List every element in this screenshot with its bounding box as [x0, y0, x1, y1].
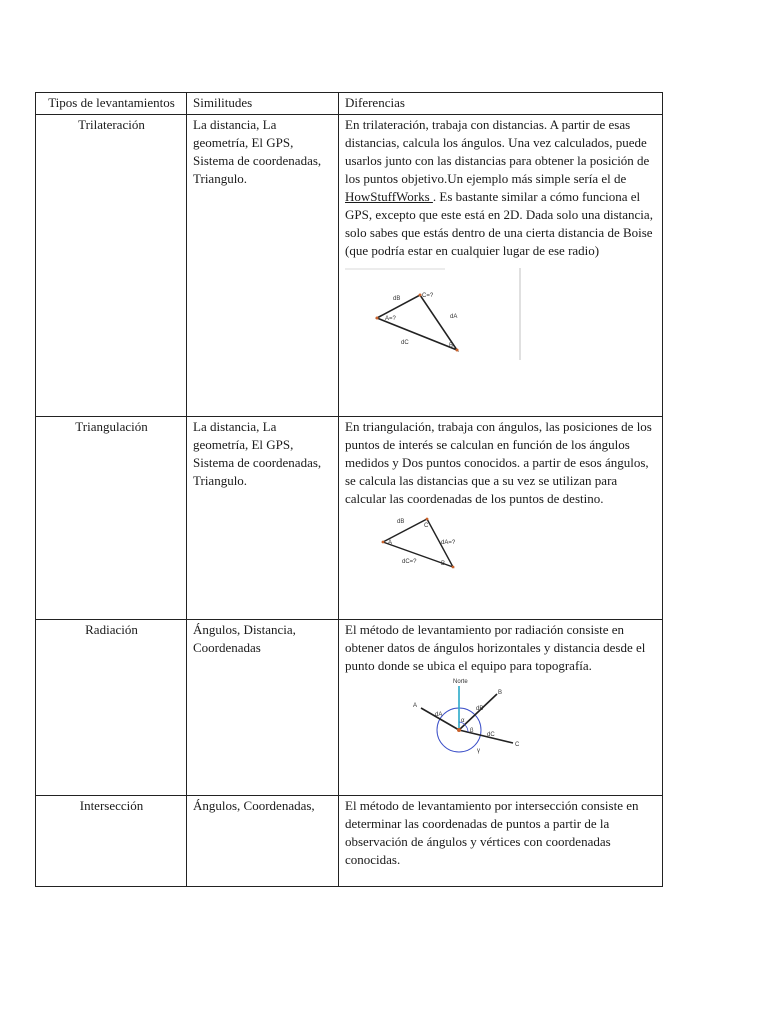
- table-row: [36, 796, 663, 887]
- table-row: [36, 417, 663, 620]
- fig-label-dC: dC: [401, 340, 409, 346]
- row-tipo: Intersección: [36, 796, 187, 887]
- diferencias-text-part: . Es bastante similar a cómo funciona el GPS, excepto que este está en 2D. Dada solo una distancia, solo sabes que estás dentro de una cierta distancia de Boise (que podría estar en cualquier lugar de ese radio): [345, 189, 653, 258]
- fig-label-dB: dB: [476, 706, 484, 712]
- fig-label-C: C: [515, 742, 520, 748]
- fig-label-dB: dB: [393, 296, 401, 302]
- header-similitudes: Similitudes: [187, 93, 339, 115]
- header-diferencias: Diferencias: [339, 93, 663, 115]
- fig-label-alpha: α: [461, 718, 465, 724]
- fig-label-B: B: [449, 343, 454, 349]
- row-diferencias: [339, 115, 663, 417]
- survey-types-table: [35, 92, 663, 887]
- fig-label-B: B: [498, 690, 503, 696]
- row-tipo: Radiación: [36, 620, 187, 796]
- row-similitudes: Ángulos, Coordenadas,: [187, 796, 339, 887]
- row-tipo: Trilateración: [36, 115, 187, 417]
- fig-label-A: A: [388, 540, 393, 546]
- fig-label-dA: dA: [435, 712, 443, 718]
- howstuffworks-link[interactable]: HowStuffWorks: [345, 189, 433, 204]
- header-tipos: Tipos de levantamientos: [36, 93, 187, 115]
- diferencias-text: El método de levantamiento por intersección consiste en determinar las coordenadas de puntos a partir de la observación de ángulos y vértices con coordenadas conocidas.: [345, 798, 639, 867]
- fig-label-A: A=?: [385, 316, 396, 322]
- fig-label-gamma: γ: [477, 748, 480, 754]
- fig-label-C: C=?: [422, 293, 434, 299]
- fig-label-dB: dB: [397, 519, 405, 525]
- table-row: [36, 115, 663, 417]
- row-similitudes: La distancia, La geometría, El GPS, Sistema de coordenadas, Triangulo.: [187, 115, 339, 417]
- radiation-figure: [407, 676, 537, 758]
- diferencias-text: En triangulación, trabaja con ángulos, las posiciones de los puntos de interés se calculan en función de los ángulos medidos y Dos puntos conocidos. a partir de esos ángulos, se calcula las distancias que a su vez se utilizan para calcular las coordenadas de los puntos de destino.: [345, 419, 652, 506]
- row-tipo: Triangulación: [36, 417, 187, 620]
- fig-label-B: B: [441, 561, 446, 567]
- fig-label-C: C: [424, 523, 429, 529]
- fig-label-dA: dA: [450, 314, 458, 320]
- diferencias-text: [345, 116, 657, 260]
- fig-label-norte: Norte: [453, 679, 468, 685]
- fig-label-A: A: [413, 703, 418, 709]
- triangulation-figure: [369, 510, 499, 572]
- row-diferencias: [339, 796, 663, 887]
- table-header-row: [36, 93, 663, 115]
- fig-label-beta: β: [470, 728, 474, 734]
- diferencias-text-part: En trilateración, trabaja con distancias. A partir de esas distancias, calcula los ángulos. Una vez calculados, puede usarlos junto con las distancias para obtener la posición de los puntos objetivo.Un ejemplo más simple sería el de: [345, 117, 650, 186]
- row-similitudes: Ángulos, Distancia, Coordenadas: [187, 620, 339, 796]
- row-diferencias: [339, 417, 663, 620]
- trilateration-figure: [345, 268, 523, 360]
- fig-label-dA: dA=?: [441, 540, 456, 546]
- fig-label-dC: dC=?: [402, 559, 417, 565]
- diferencias-text: El método de levantamiento por radiación consiste en obtener datos de ángulos horizontales y distancia desde el punto donde se ubica el equipo para topografía.: [345, 622, 646, 673]
- row-diferencias: [339, 620, 663, 796]
- table-row: [36, 620, 663, 796]
- row-similitudes: La distancia, La geometría, El GPS, Sistema de coordenadas, Triangulo.: [187, 417, 339, 620]
- fig-label-dC: dC: [487, 732, 495, 738]
